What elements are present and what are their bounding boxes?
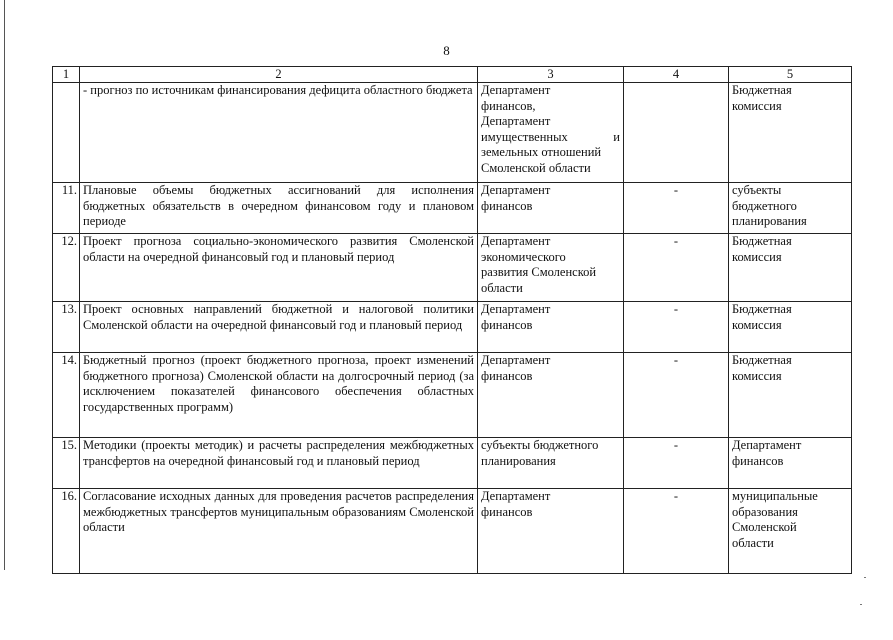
responsible-line: Департамент [481, 353, 551, 367]
row-description: Проект прогноза социально-экономического развития Смоленской области на очередной финансовый год и плановый период [80, 234, 478, 302]
row-col4: - [624, 438, 729, 489]
recipient-line: Бюджетная [732, 302, 792, 316]
row-recipient [729, 302, 852, 353]
scan-speck [860, 604, 862, 605]
row-responsible [478, 353, 624, 438]
responsible-line: Департамент [481, 302, 551, 316]
responsible-line: Департамент [481, 114, 551, 129]
row-description: Методики (проекты методик) и расчеты распределения межбюджетных трансфертов на очередной финансовый год и плановый период [80, 438, 478, 489]
table-row [53, 183, 852, 234]
header-cell-2: 2 [80, 67, 478, 83]
budget-schedule-table [52, 66, 852, 574]
row-recipient [729, 183, 852, 234]
row-description: Проект основных направлений бюджетной и налоговой политики Смоленской области на очередной финансовый год и плановый период [80, 302, 478, 353]
row-description: Плановые объемы бюджетных ассигнований для исполнения бюджетных обязательств в очередном финансовом году и плановом периоде [80, 183, 478, 234]
responsible-line: земельных отношений [481, 145, 602, 160]
recipient-line: бюджетного [732, 198, 797, 213]
table-row [53, 83, 852, 183]
row-col4: - [624, 183, 729, 234]
responsible-line: области [481, 280, 523, 295]
row-recipient [729, 438, 852, 489]
table-row [53, 438, 852, 489]
row-recipient [729, 234, 852, 302]
responsible-line: экономического [481, 249, 566, 264]
header-cell-1: 1 [53, 67, 80, 83]
row-responsible [478, 489, 624, 574]
header-cell-3: 3 [478, 67, 624, 83]
responsible-line: Смоленской области [481, 160, 591, 175]
recipient-line: планирования [732, 214, 807, 229]
row-number: 15. [53, 438, 80, 489]
row-number: 12. [53, 234, 80, 302]
row-col4: - [624, 353, 729, 438]
responsible-line: имущественных и [481, 129, 620, 144]
row-col4: - [624, 302, 729, 353]
header-cell-4: 4 [624, 67, 729, 83]
row-responsible [478, 83, 624, 183]
scan-speck [864, 577, 866, 578]
row-number: 11. [53, 183, 80, 234]
recipient-line: комиссия [732, 368, 782, 383]
row-col4: - [624, 234, 729, 302]
recipient-line: комиссия [732, 249, 782, 264]
row-description: - прогноз по источникам финансирования дефицита областного бюджета [80, 83, 478, 183]
row-description: Согласование исходных данных для проведения расчетов распределения межбюджетных трансфертов муниципальным образованиям Смоленской области [80, 489, 478, 574]
recipient-line: Департамент [732, 438, 802, 452]
row-number [53, 83, 80, 183]
row-col4 [624, 83, 729, 183]
table-row [53, 353, 852, 438]
scan-edge-line [4, 0, 5, 570]
recipient-line: образования [732, 504, 798, 519]
page-number: 8 [443, 43, 450, 58]
responsible-line: финансов [481, 504, 533, 519]
row-col4: - [624, 489, 729, 574]
table-header-row [53, 67, 852, 83]
responsible-line: финансов [481, 198, 533, 213]
row-responsible [478, 302, 624, 353]
recipient-line: комиссия [732, 317, 782, 332]
recipient-line: субъекты [732, 183, 782, 197]
row-responsible [478, 234, 624, 302]
header-cell-5: 5 [729, 67, 852, 83]
responsible-line: Департамент [481, 83, 551, 97]
responsible-line: Департамент [481, 489, 551, 503]
responsible-line: финансов, [481, 98, 536, 113]
table-row [53, 302, 852, 353]
responsible-line: финансов [481, 317, 533, 332]
recipient-line: Бюджетная [732, 83, 792, 97]
row-recipient [729, 83, 852, 183]
row-number: 16. [53, 489, 80, 574]
recipient-line: комиссия [732, 98, 782, 113]
responsible-line: планирования [481, 453, 556, 468]
recipient-line: муниципальные [732, 489, 818, 503]
row-recipient [729, 353, 852, 438]
row-description: Бюджетный прогноз (проект бюджетного прогноза, проект изменений бюджетного прогноза) Смоленской области на долгосрочный период (за исключением показателей финансового обеспечения областных государственных программ) [80, 353, 478, 438]
recipient-line: финансов [732, 453, 784, 468]
responsible-line: развития Смоленской [481, 265, 597, 280]
recipient-line: Бюджетная [732, 234, 792, 248]
recipient-line: Бюджетная [732, 353, 792, 367]
responsible-line: Департамент [481, 234, 551, 248]
row-responsible [478, 183, 624, 234]
row-recipient [729, 489, 852, 574]
responsible-line: Департамент [481, 183, 551, 197]
responsible-line: субъекты бюджетного [481, 438, 599, 452]
row-number: 14. [53, 353, 80, 438]
responsible-line: финансов [481, 368, 533, 383]
table-row [53, 489, 852, 574]
recipient-line: области [732, 535, 774, 550]
row-responsible [478, 438, 624, 489]
row-number: 13. [53, 302, 80, 353]
table-row [53, 234, 852, 302]
recipient-line: Смоленской [732, 520, 797, 535]
